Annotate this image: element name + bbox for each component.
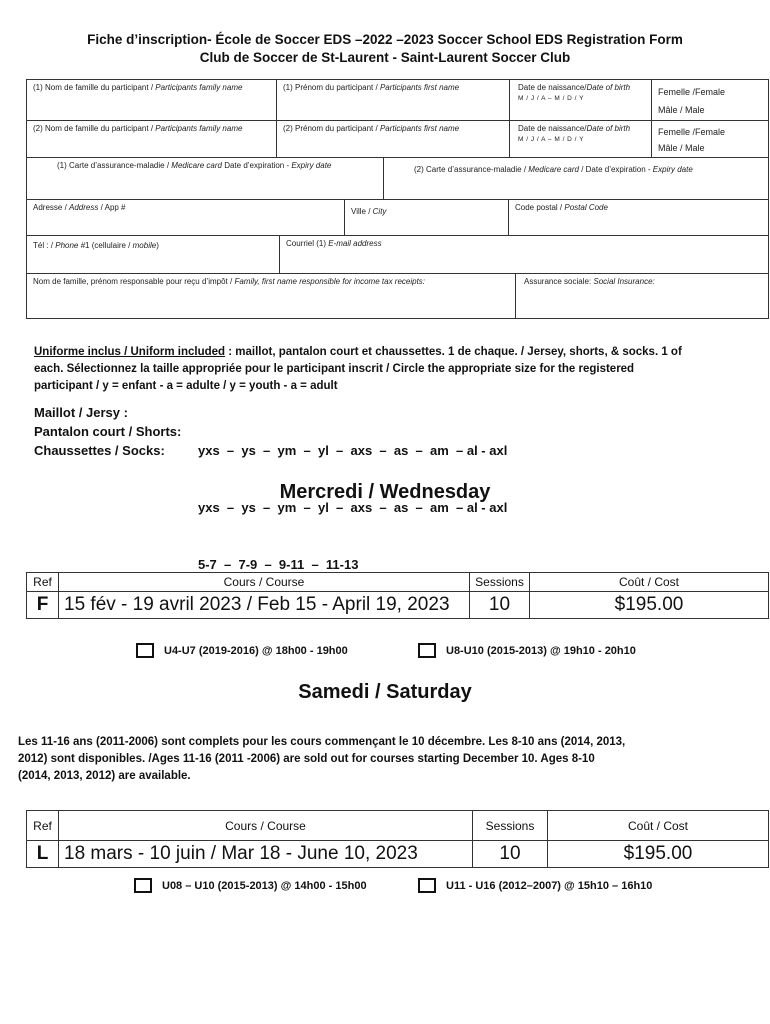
checkbox[interactable] — [136, 643, 154, 658]
participant1-family-name-field[interactable]: (1) Nom de famille du participant / Participants family name — [26, 79, 277, 121]
postal-code-field[interactable]: Code postal / Postal Code — [508, 199, 769, 236]
city-field[interactable]: Ville / City — [344, 199, 509, 236]
saturday-option-u11-u16[interactable]: U11 - U16 (2012–2007) @ 15h10 – 16h10 — [418, 878, 652, 893]
uniform-info: Uniforme inclus / Uniform included : maillot, pantalon court et chaussettes. 1 de chaque. / Jersey, shorts, & socks. 1 of each. Sélectionnez la taille appropriée pour le participant inscrit / Circle the appropriate size for the registered participant / y = enfant - a = adulte / y = youth - a = adult — [34, 346, 682, 392]
participant1-medicare-field[interactable]: (1) Carte d’assurance-maladie / Medicare card Date d’expiration - Expiry date — [26, 157, 384, 200]
wednesday-heading: Mercredi / Wednesday — [279, 481, 491, 503]
saturday-option-u08-u10[interactable]: U08 – U10 (2015-2013) @ 14h00 - 15h00 — [134, 878, 367, 893]
socks-label: Chaussettes / Socks: — [34, 443, 165, 458]
participant2-medicare-field[interactable]: (2) Carte d’assurance-maladie / Medicare card / Date d’expiration - Expiry date — [383, 157, 769, 200]
participant2-gender-field[interactable]: Femelle /Female Mâle / Male — [651, 120, 769, 158]
participant2-birthdate-field[interactable]: Date de naissance/Date of birth M / J / A – M / D / Y — [509, 120, 652, 158]
table-row: F 15 fév - 19 avril 2023 / Feb 15 - April 19, 2023 10 $195.00 — [27, 592, 769, 619]
saturday-availability-note: Les 11-16 ans (2011-2006) sont complets pour les cours commençant le 10 décembre. Les 8-10 ans (2014, 2013, 2012) sont disponibles. /Ages 11-16 (2011 -2006) are sold out for courses starting December 10. Ages 8-10 (2014, 2013, 2012) are available. — [18, 736, 626, 782]
participant1-birthdate-field[interactable]: Date de naissance/Date of birth M / J / A – M / D / Y — [509, 79, 652, 121]
saturday-course-table — [26, 810, 769, 868]
email-field[interactable]: Courriel (1) E-mail address — [279, 235, 769, 274]
size-labels — [34, 403, 181, 460]
wednesday-course-table — [26, 572, 769, 619]
checkbox[interactable] — [134, 878, 152, 893]
phone-field[interactable]: Tél : / Phone #1 (cellulaire / mobile) — [26, 235, 280, 274]
shorts-label: Pantalon court / Shorts: — [34, 424, 182, 439]
shorts-sizes[interactable]: yxs – ys – ym – yl – axs – as – am – al - axl — [198, 500, 508, 515]
participant1-first-name-field[interactable]: (1) Prénom du participant / Participants first name — [276, 79, 510, 121]
social-insurance-field[interactable]: Assurance sociale: Social Insurance: — [515, 273, 769, 319]
checkbox[interactable] — [418, 878, 436, 893]
form-title: Fiche d’inscription- École de Soccer EDS –2022 –2023 Soccer School EDS Registration Form — [87, 32, 683, 47]
participant2-family-name-field[interactable]: (2) Nom de famille du participant / Participants family name — [26, 120, 277, 158]
socks-sizes[interactable]: 5-7 – 7-9 – 9-11 – 11-13 — [198, 557, 359, 572]
saturday-heading: Samedi / Saturday — [298, 681, 472, 703]
club-name: Club de Soccer de St-Laurent - Saint-Laurent Soccer Club — [199, 50, 571, 65]
jersey-label: Maillot / Jersy : — [34, 405, 128, 420]
tax-receipt-name-field[interactable]: Nom de famille, prénom responsable pour reçu d’impôt / Family, first name responsible for income tax receipts: — [26, 273, 516, 319]
checkbox[interactable] — [418, 643, 436, 658]
participant2-first-name-field[interactable]: (2) Prénom du participant / Participants first name — [276, 120, 510, 158]
participant1-gender-field[interactable]: Femelle /Female Mâle / Male — [651, 79, 769, 121]
jersey-sizes[interactable]: yxs – ys – ym – yl – axs – as – am – al - axl — [198, 443, 508, 458]
uniform-heading: Uniforme inclus / Uniform included — [34, 346, 226, 358]
wednesday-option-u8-u10[interactable]: U8-U10 (2015-2013) @ 19h10 - 20h10 — [418, 643, 636, 658]
address-field[interactable]: Adresse / Address / App # — [26, 199, 345, 236]
table-row: L 18 mars - 10 juin / Mar 18 - June 10, 2023 10 $195.00 — [27, 841, 769, 868]
table-header-row: Ref Cours / Course Sessions Coût / Cost — [27, 811, 769, 841]
wednesday-option-u4-u7[interactable]: U4-U7 (2019-2016) @ 18h00 - 19h00 — [136, 643, 348, 658]
table-header-row: Ref Cours / Course Sessions Coût / Cost — [27, 573, 769, 592]
